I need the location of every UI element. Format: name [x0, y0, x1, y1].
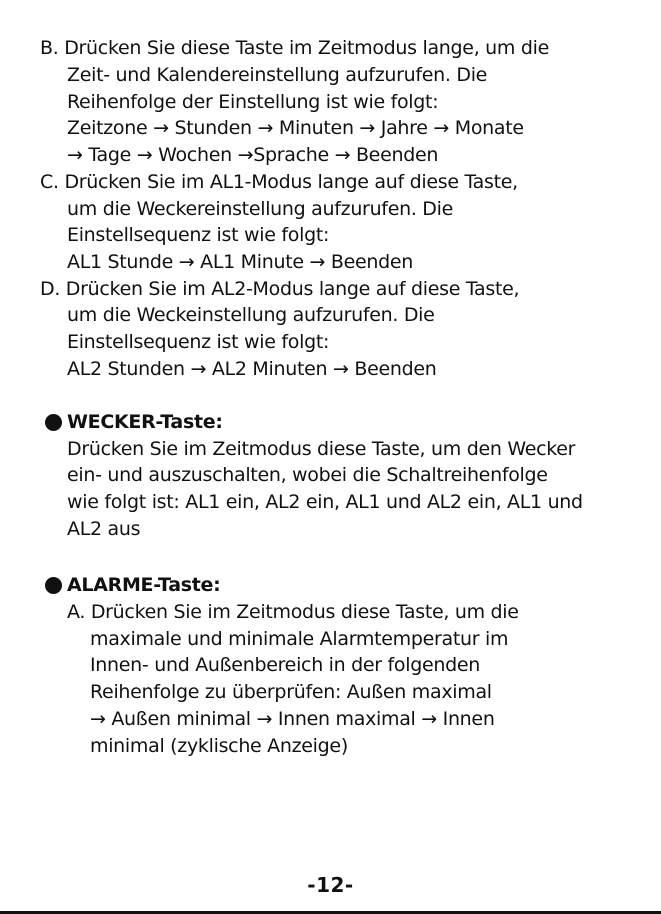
section-d-line-4: AL2 Stunden → AL2 Minuten → Beenden: [67, 358, 437, 380]
wecker-line-2: ein- und auszuschalten, wobei die Schaltreihenfolge: [67, 464, 548, 486]
section-b-line-1: B. Drücken Sie diese Taste im Zeitmodus lange, um die: [40, 37, 549, 59]
alarme-line-4: Reihenfolge zu überprüfen: Außen maximal: [90, 681, 492, 703]
section-c-line-1: C. Drücken Sie im AL1-Modus lange auf diese Taste,: [40, 171, 518, 193]
alarme-bullet-icon: [45, 577, 62, 594]
alarme-line-3: Innen- und Außenbereich in der folgenden: [90, 654, 481, 676]
section-d-line-2: um die Weckeinstellung aufzurufen. Die: [67, 304, 435, 326]
wecker-line-4: AL2 aus: [67, 518, 141, 540]
wecker-line-1: Drücken Sie im Zeitmodus diese Taste, um den Wecker: [67, 438, 576, 460]
alarme-line-5: → Außen minimal → Innen maximal → Innen: [90, 708, 495, 730]
page-number: -12-: [307, 873, 354, 897]
section-b-line-4: Zeitzone → Stunden → Minuten → Jahre → Monate: [67, 117, 524, 139]
alarme-line-2: maximale und minimale Alarmtemperatur im: [90, 628, 509, 650]
section-d-line-1: D. Drücken Sie im AL2-Modus lange auf diese Taste,: [40, 278, 520, 300]
section-b-line-2: Zeit- und Kalendereinstellung aufzurufen. Die: [67, 64, 488, 86]
section-c-line-3: Einstellsequenz ist wie folgt:: [67, 224, 330, 246]
alarme-line-6: minimal (zyklische Anzeige): [90, 735, 348, 757]
alarme-heading: ALARME-Taste:: [67, 574, 221, 596]
alarme-line-1: A. Drücken Sie im Zeitmodus diese Taste, um die: [67, 601, 519, 623]
section-d-line-3: Einstellsequenz ist wie folgt:: [67, 331, 330, 353]
wecker-line-3: wie folgt ist: AL1 ein, AL2 ein, AL1 und AL2 ein, AL1 und: [67, 491, 583, 513]
section-b-line-3: Reihenfolge der Einstellung ist wie folgt:: [67, 91, 439, 113]
section-b-line-5: → Tage → Wochen →Sprache → Beenden: [67, 144, 439, 166]
wecker-bullet-icon: [45, 414, 62, 431]
section-c-line-2: um die Weckereinstellung aufzurufen. Die: [67, 198, 454, 220]
section-c-line-4: AL1 Stunde → AL1 Minute → Beenden: [67, 251, 414, 273]
wecker-heading: WECKER-Taste:: [67, 411, 223, 433]
